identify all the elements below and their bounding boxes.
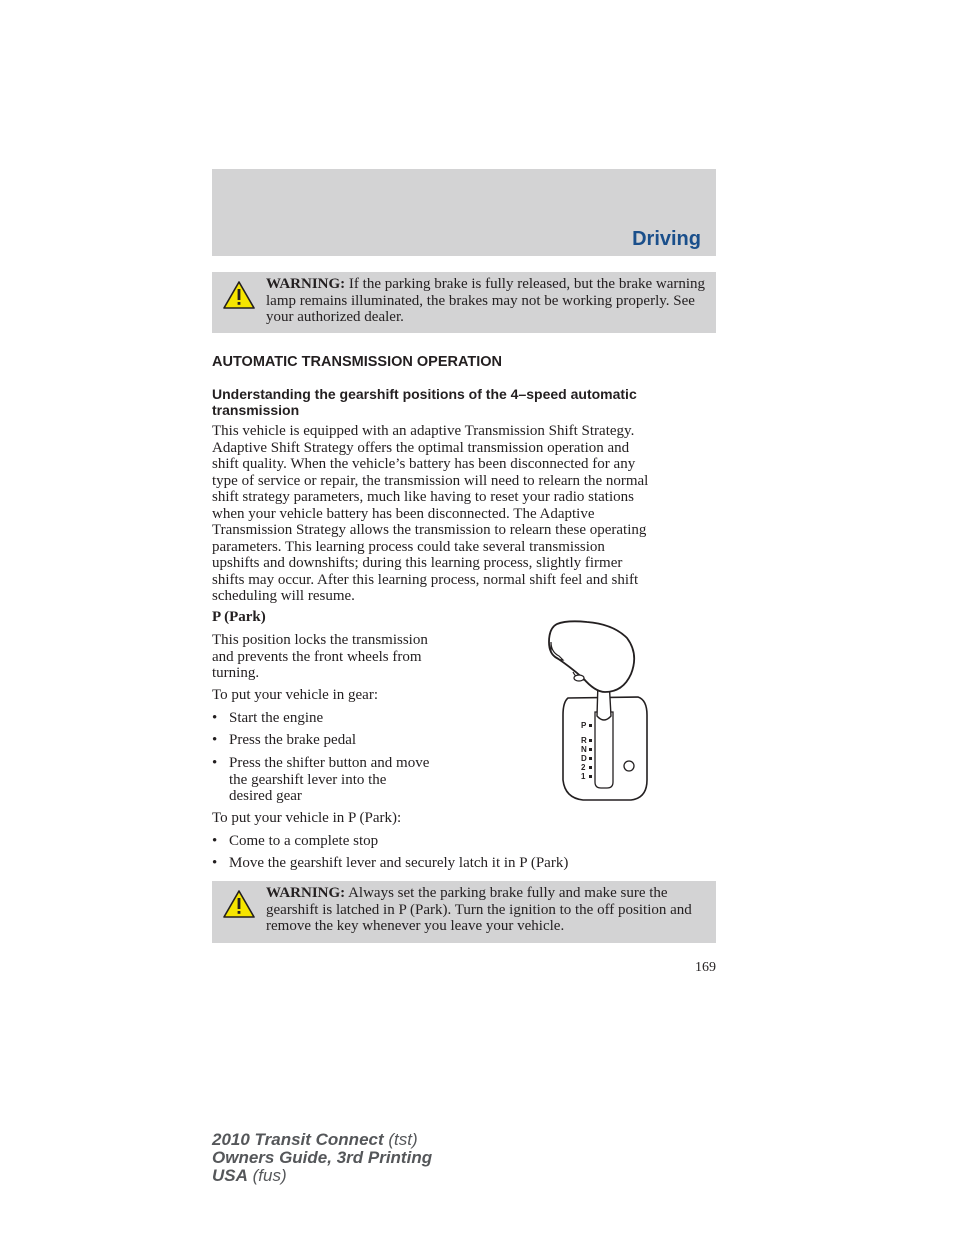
- text-line: This position locks the transmission: [212, 632, 428, 648]
- text-line: shift quality. When the vehicle’s battery has been disconnected for any: [212, 456, 636, 472]
- warning-text: If the parking brake is fully released, but the brake warning lamp remains illuminated, the brakes may not be working properly. See your authorized dealer.: [266, 276, 706, 325]
- gear-label-r: R: [581, 736, 587, 745]
- warning-box-parking-brake: [212, 272, 716, 333]
- intro-paragraph: [212, 423, 717, 605]
- warning-label: WARNING:: [266, 276, 346, 292]
- warning-triangle-icon: [222, 889, 256, 919]
- gear-indicator-r: [589, 739, 592, 742]
- text-line: and prevents the front wheels from: [212, 648, 422, 665]
- footer-model: 2010 Transit Connect: [212, 1130, 384, 1149]
- section-header-band: [212, 169, 716, 256]
- gear-intro: To put your vehicle in gear:: [212, 687, 378, 703]
- gear-label-1: 1: [581, 772, 586, 781]
- bullet-dot: •: [212, 855, 218, 871]
- text-line: Transmission Strategy allows the transmission to relearn these operating: [212, 522, 647, 538]
- subsection-heading: Understanding the gearshift positions of the 4–speed automatic transmission: [212, 386, 637, 418]
- warning-label: WARNING:: [266, 885, 346, 901]
- gear-indicator-1: [589, 775, 592, 778]
- bullet-text: Press the shifter button and move: [229, 755, 430, 771]
- bullet-text: Come to a complete stop: [229, 833, 379, 849]
- text-line: shift strategy parameters, much like having to reset your radio stations: [212, 489, 634, 505]
- bullet-text: Press the brake pedal: [229, 732, 357, 748]
- gear-indicator-n: [589, 748, 592, 751]
- gear-label-p: P: [581, 721, 587, 730]
- warning-triangle-icon: [222, 280, 256, 310]
- text-line: type of service or repair, the transmission will need to relearn the normal: [212, 472, 649, 489]
- bullet-text: desired gear: [229, 788, 302, 804]
- warning-text: Always set the parking brake fully and make sure the gearshift is latched in P (Park). Turn the ignition to the off position and remove the key whenever you leave your vehicle.: [266, 885, 692, 934]
- text-line: when your vehicle battery has been disconnected. The Adaptive: [212, 505, 595, 522]
- warning-box-park-latch: [212, 881, 716, 943]
- text-line: turning.: [212, 665, 260, 681]
- text-line: scheduling will resume.: [212, 588, 355, 604]
- gear-label-2: 2: [581, 763, 586, 772]
- footer-edition: Owners Guide, 3rd Printing: [212, 1148, 433, 1167]
- text-line: This vehicle is equipped with an adaptive Transmission Shift Strategy.: [212, 423, 635, 439]
- shifter-slot: [595, 712, 613, 788]
- gear-indicator-2: [589, 766, 592, 769]
- text-line: Adaptive Shift Strategy offers the optimal transmission operation and: [212, 439, 630, 456]
- gear-indicator-p: [589, 724, 592, 727]
- bullet-text: Move the gearshift lever and securely latch it in P (Park): [229, 855, 569, 871]
- bullet-text: Start the engine: [229, 710, 324, 726]
- page-number: 169: [695, 960, 716, 975]
- bullet-text: the gearshift lever into the: [229, 771, 387, 788]
- chapter-title: Driving: [632, 228, 701, 250]
- bullet-dot: •: [212, 732, 218, 748]
- park-description: [212, 632, 472, 682]
- gear-label-d: D: [581, 754, 587, 763]
- bullet-dot: •: [212, 710, 218, 726]
- section-heading: AUTOMATIC TRANSMISSION OPERATION: [212, 354, 502, 370]
- list-item: [212, 755, 482, 805]
- footer-market-code: (fus): [247, 1166, 287, 1185]
- gear-label-n: N: [581, 745, 587, 754]
- text-line: upshifts and downshifts; during this learning process, slightly firmer: [212, 555, 623, 571]
- document-footer: [212, 1131, 432, 1185]
- park-heading: P (Park): [212, 609, 266, 625]
- park-intro: To put your vehicle in P (Park):: [212, 810, 402, 826]
- bullet-dot: •: [212, 755, 218, 771]
- gear-indicator-d: [589, 757, 592, 760]
- bullet-dot: •: [212, 833, 218, 849]
- text-line: shifts may occur. After this learning process, normal shift feel and shift: [212, 571, 639, 588]
- shifter-release-button: [574, 675, 584, 681]
- text-line: parameters. This learning process could take several transmission: [212, 538, 605, 555]
- gearshift-illustration: [543, 620, 653, 802]
- footer-model-code: (tst): [383, 1130, 418, 1149]
- footer-market: USA: [212, 1166, 248, 1185]
- shift-lock-circle: [624, 761, 634, 771]
- shifter-knob: [549, 621, 634, 692]
